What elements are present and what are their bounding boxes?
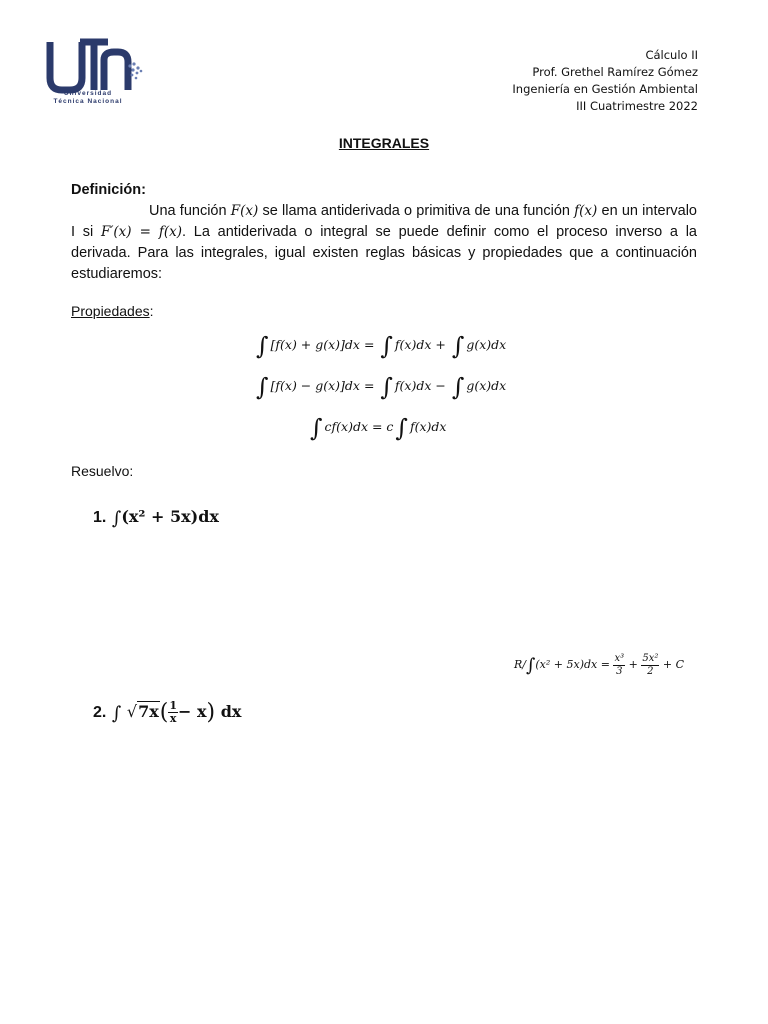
definition-heading: Definición: (71, 182, 146, 198)
properties-colon: : (149, 303, 154, 319)
def-math-Fx: F(x) (230, 203, 259, 219)
def-text-1: Una función (149, 203, 231, 219)
exercise-1-expression: (x² + 5x)dx (121, 507, 219, 526)
header-info (512, 47, 698, 115)
property-sum: ∫ [f(x) + g(x)]dx = ∫ f(x)dx + ∫ g(x)dx (256, 332, 507, 360)
definition-paragraph (71, 201, 697, 285)
exercise-2-fraction: $\frac{1}{x}$ (169, 699, 178, 725)
exercise-1: 1. ∫(x² + 5x)dx (93, 507, 219, 529)
def-math-fx: f(x) (574, 203, 598, 219)
def-text-3: en un intervalo I si (71, 203, 697, 240)
def-math-deriv: F′(x) = f(x) (100, 224, 183, 240)
course-name: Cálculo II (645, 48, 698, 62)
answer-fraction-1: $\frac{\text{x³}}{3}$ (614, 652, 625, 677)
term: III Cuatrimestre 2022 (576, 99, 698, 113)
page-title: INTEGRALES (338, 135, 430, 151)
property-constant: ∫ cf(x)dx = c∫ f(x)dx (310, 414, 447, 442)
exercise-1-answer: R/∫(x² + 5x)dx = $\frac{\text{x³}}{3}$ + $\frac{\text{5x²}}{2}$ + C (514, 652, 684, 677)
def-text-4: . La antiderivada o integral se puede definir como el proceso inverso a la derivada. Para las integrales, igual existen reglas básicas y propiedades que a continuación estudiaremos: (71, 224, 697, 282)
def-text-2: se llama antiderivada o primitiva de una función (258, 203, 575, 219)
answer-fraction-2: $\frac{\text{5x²}}{2}$ (642, 652, 659, 677)
professor-name: Prof. Grethel Ramírez Gómez (532, 65, 698, 79)
properties-label-text: Propiedades (71, 303, 150, 319)
exercise-1-number: 1. (93, 509, 107, 526)
exercise-2: 2. ∫ √7x( $\frac{1}{x}$ − x) dx (93, 699, 242, 725)
resuelvo-label: Resuelvo: (71, 463, 134, 479)
program-name: Ingeniería en Gestión Ambiental (512, 82, 698, 96)
properties-label (71, 303, 154, 319)
exercise-2-number: 2. (93, 704, 107, 721)
exercise-2-radicand: 7x (138, 702, 159, 721)
logo-caption-line2: Técnica Nacional (53, 98, 123, 105)
logo-caption (48, 90, 128, 106)
logo-caption-line1: Universidad (63, 90, 113, 97)
property-difference: ∫ [f(x) − g(x)]dx = ∫ f(x)dx − ∫ g(x)dx (256, 373, 507, 401)
